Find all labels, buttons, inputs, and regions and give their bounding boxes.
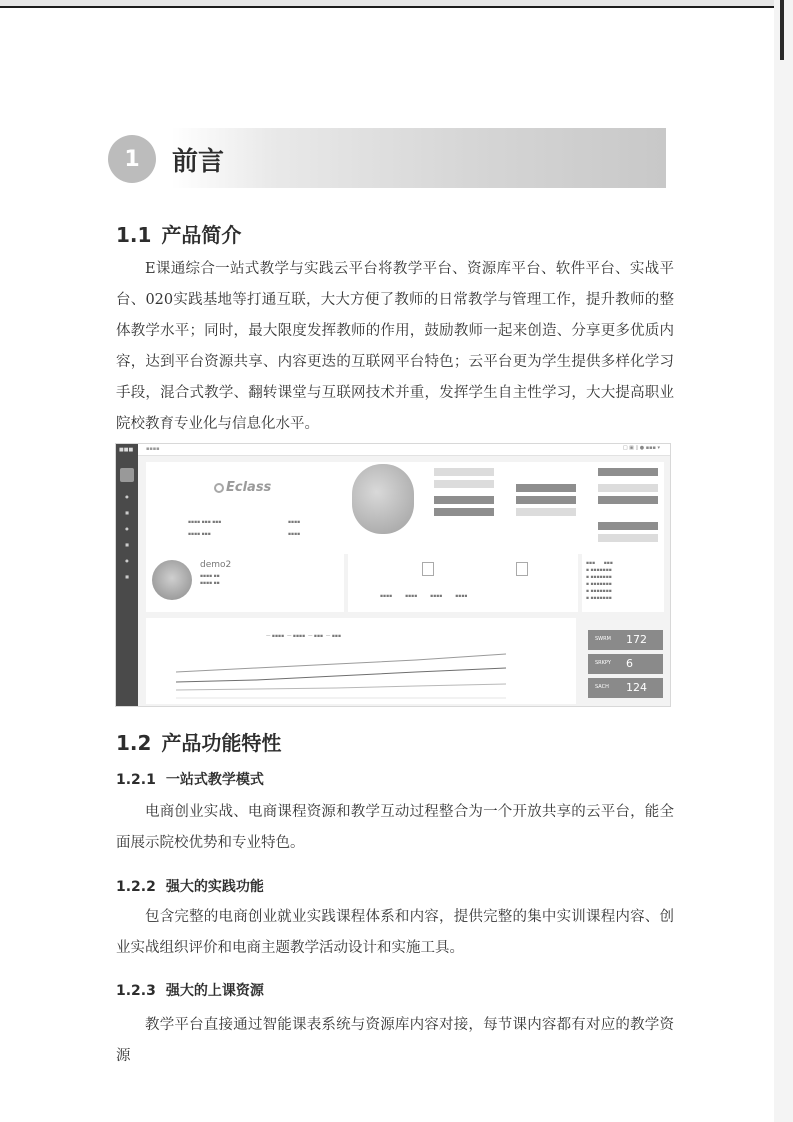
subsection-number: 1.2.3 bbox=[116, 983, 156, 999]
screenshot-line-chart bbox=[176, 640, 516, 700]
profile-meta: ▪▪▪▪ ▪▪ bbox=[200, 574, 220, 579]
subsection-number: 1.2.2 bbox=[116, 879, 156, 895]
section-title: 产品简介 bbox=[161, 223, 242, 247]
action-icon bbox=[422, 562, 434, 576]
subsection-title: 一站式教学模式 bbox=[165, 772, 264, 788]
page-right-shadow bbox=[780, 0, 784, 60]
sidebar-nav-icon: ■ bbox=[125, 542, 129, 547]
stat-value: 6 bbox=[626, 657, 633, 670]
section-heading-1-2 bbox=[116, 727, 281, 756]
screenshot-breadcrumb: ▪▪▪▪ bbox=[146, 446, 160, 452]
screenshot-link: ▪▪▪▪ bbox=[288, 532, 301, 537]
subsection-paragraph: 电商创业实战、电商课程资源和教学互动过程整合为一个开放共享的云平台，能全面展示院校优势和专业特色。 bbox=[116, 804, 674, 851]
schedule-cell bbox=[598, 534, 658, 542]
sidebar-nav-icon: ● bbox=[125, 494, 129, 499]
section-number: 1.2 bbox=[116, 731, 152, 755]
profile-name: demo2 bbox=[200, 560, 232, 570]
stat-tile bbox=[588, 678, 663, 698]
chart-series bbox=[176, 668, 506, 682]
profile-meta: ▪▪▪▪ ▪▪ bbox=[200, 581, 220, 586]
schedule-cell bbox=[516, 484, 576, 492]
list-items: ▪▪▪ ▪▪▪ ▪ ▪▪▪▪▪▪▪ ▪ ▪▪▪▪▪▪▪ ▪ ▪▪▪▪▪▪▪ ▪ ▪▪▪▪▪▪▪ ▪ ▪▪▪▪▪▪▪ bbox=[586, 561, 613, 601]
stat-value: 172 bbox=[626, 633, 647, 646]
platform-screenshot bbox=[115, 443, 671, 707]
subsection-heading-1-2-2 bbox=[116, 876, 264, 896]
screenshot-banner-image bbox=[352, 464, 414, 534]
stat-tile bbox=[588, 654, 663, 674]
chapter-number: 1 bbox=[124, 146, 140, 172]
section-number: 1.1 bbox=[116, 223, 152, 247]
schedule-cell bbox=[434, 508, 494, 516]
subsection-title: 强大的上课资源 bbox=[165, 983, 264, 999]
sidebar-nav-icon: ■ bbox=[125, 574, 129, 579]
stat-value: 124 bbox=[626, 681, 647, 694]
screenshot-link: ▪▪▪▪ ▪▪▪ ▪▪▪ bbox=[188, 520, 222, 525]
screenshot-link: ▪▪▪▪ ▪▪▪ bbox=[188, 532, 211, 537]
screenshot-link: ▪▪▪▪ bbox=[288, 520, 301, 525]
action-label: ▪▪▪▪ ▪▪▪▪ ▪▪▪▪ ▪▪▪▪ bbox=[380, 594, 468, 599]
profile-photo bbox=[152, 560, 192, 600]
subsection-paragraph: 包含完整的电商创业就业实践课程体系和内容，提供完整的集中实训课程内容、创业实战组织评价和电商主题教学活动设计和实施工具。 bbox=[116, 909, 674, 956]
schedule-cell bbox=[434, 480, 494, 488]
subsection-heading-1-2-3 bbox=[116, 980, 264, 1000]
sidebar-nav-icon: ● bbox=[125, 558, 129, 563]
screenshot-topbar bbox=[138, 444, 671, 456]
section-paragraph: E课通综合一站式教学与实践云平台将教学平台、资源库平台、软件平台、实战平台、020实践基地等打通互联，大大方便了教师的日常教学与管理工作，提升教师的整体教学水平；同时，最大限度发挥教师的作用，鼓励教师一起来创造、分享更多优质内容，达到平台资源共享、内容更迭的互联网平台特色；云平台更为学生提供多样化学习手段，混合式教学、翻转课堂与互联网技术并重，发挥学生自主性学习，大大提高职业院校教育专业化与信息化水平。 bbox=[116, 261, 674, 432]
subsection-heading-1-2-1 bbox=[116, 769, 264, 789]
section-title: 产品功能特性 bbox=[161, 731, 282, 755]
schedule-cell bbox=[516, 496, 576, 504]
subsection-number: 1.2.1 bbox=[116, 772, 156, 788]
schedule-cell bbox=[598, 484, 658, 492]
chapter-title: 前言 bbox=[172, 147, 225, 177]
sidebar-logo: ■■■ bbox=[119, 447, 134, 453]
schedule-cell bbox=[434, 496, 494, 504]
screenshot-brand: Eclass bbox=[226, 480, 272, 495]
screenshot-actions-panel bbox=[348, 554, 578, 612]
subsection-title: 强大的实践功能 bbox=[165, 879, 264, 895]
chart-series bbox=[176, 684, 506, 690]
schedule-cell bbox=[598, 496, 658, 504]
chart-series bbox=[176, 654, 506, 672]
chapter-number-badge bbox=[108, 135, 156, 183]
schedule-cell bbox=[516, 508, 576, 516]
stat-tile bbox=[588, 630, 663, 650]
stat-label: SACH bbox=[595, 684, 609, 690]
stat-label: SWRM bbox=[595, 636, 611, 642]
screenshot-sidebar bbox=[116, 444, 138, 707]
page-top-shadow bbox=[0, 6, 793, 8]
subsection-paragraph: 教学平台直接通过智能课表系统与资源库内容对接，每节课内容都有对应的教学资源 bbox=[116, 1017, 674, 1064]
sidebar-nav-icon: ■ bbox=[125, 510, 129, 515]
schedule-cell bbox=[434, 468, 494, 476]
section-heading-1-1 bbox=[116, 219, 241, 248]
page-right-edge bbox=[774, 0, 793, 1122]
stat-label: SRKPY bbox=[595, 660, 611, 666]
brand-mark-icon bbox=[214, 483, 224, 493]
action-icon bbox=[516, 562, 528, 576]
schedule-cell bbox=[598, 522, 658, 530]
sidebar-avatar bbox=[120, 468, 134, 482]
schedule-cell bbox=[598, 468, 658, 476]
sidebar-nav-icon: ● bbox=[125, 526, 129, 531]
chart-legend: — ▪▪▪▪ — ▪▪▪▪ — ▪▪▪ — ▪▪▪ bbox=[266, 634, 342, 639]
screenshot-user-menu: □ ▣ ▯ ● ▪▪▪ ▾ bbox=[622, 445, 660, 451]
